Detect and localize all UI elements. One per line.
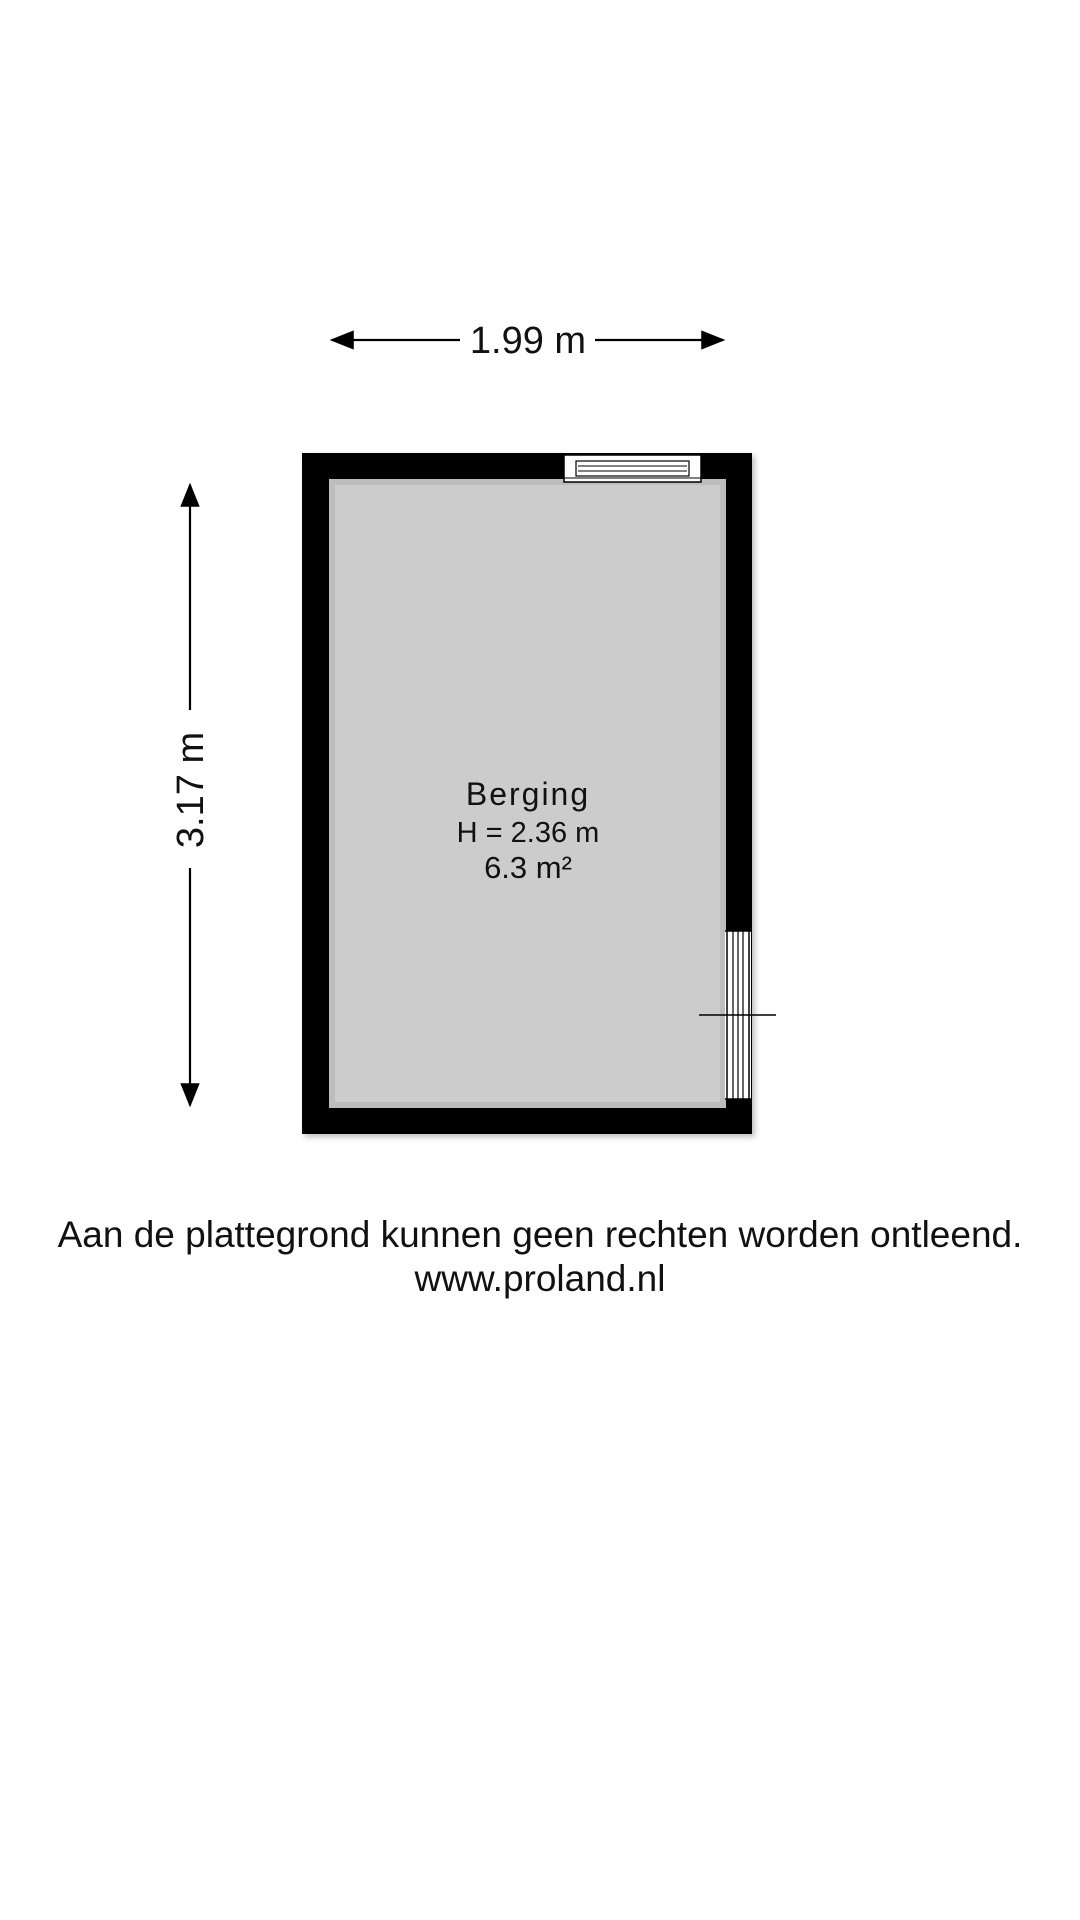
room-name: Berging xyxy=(465,776,591,812)
width-label: 1.99 m xyxy=(469,320,587,362)
room-area: 6.3 m² xyxy=(484,850,572,885)
window-top xyxy=(564,455,701,482)
disclaimer-text: Aan de plattegrond kunnen geen rechten worden ontleend. xyxy=(57,1214,1023,1255)
height-dimension xyxy=(170,485,212,1105)
width-dimension xyxy=(332,320,723,362)
website-link[interactable]: www.proland.nl xyxy=(414,1258,666,1299)
height-label: 3.17 m xyxy=(170,731,212,849)
room-ceiling-height: H = 2.36 m xyxy=(456,817,600,849)
